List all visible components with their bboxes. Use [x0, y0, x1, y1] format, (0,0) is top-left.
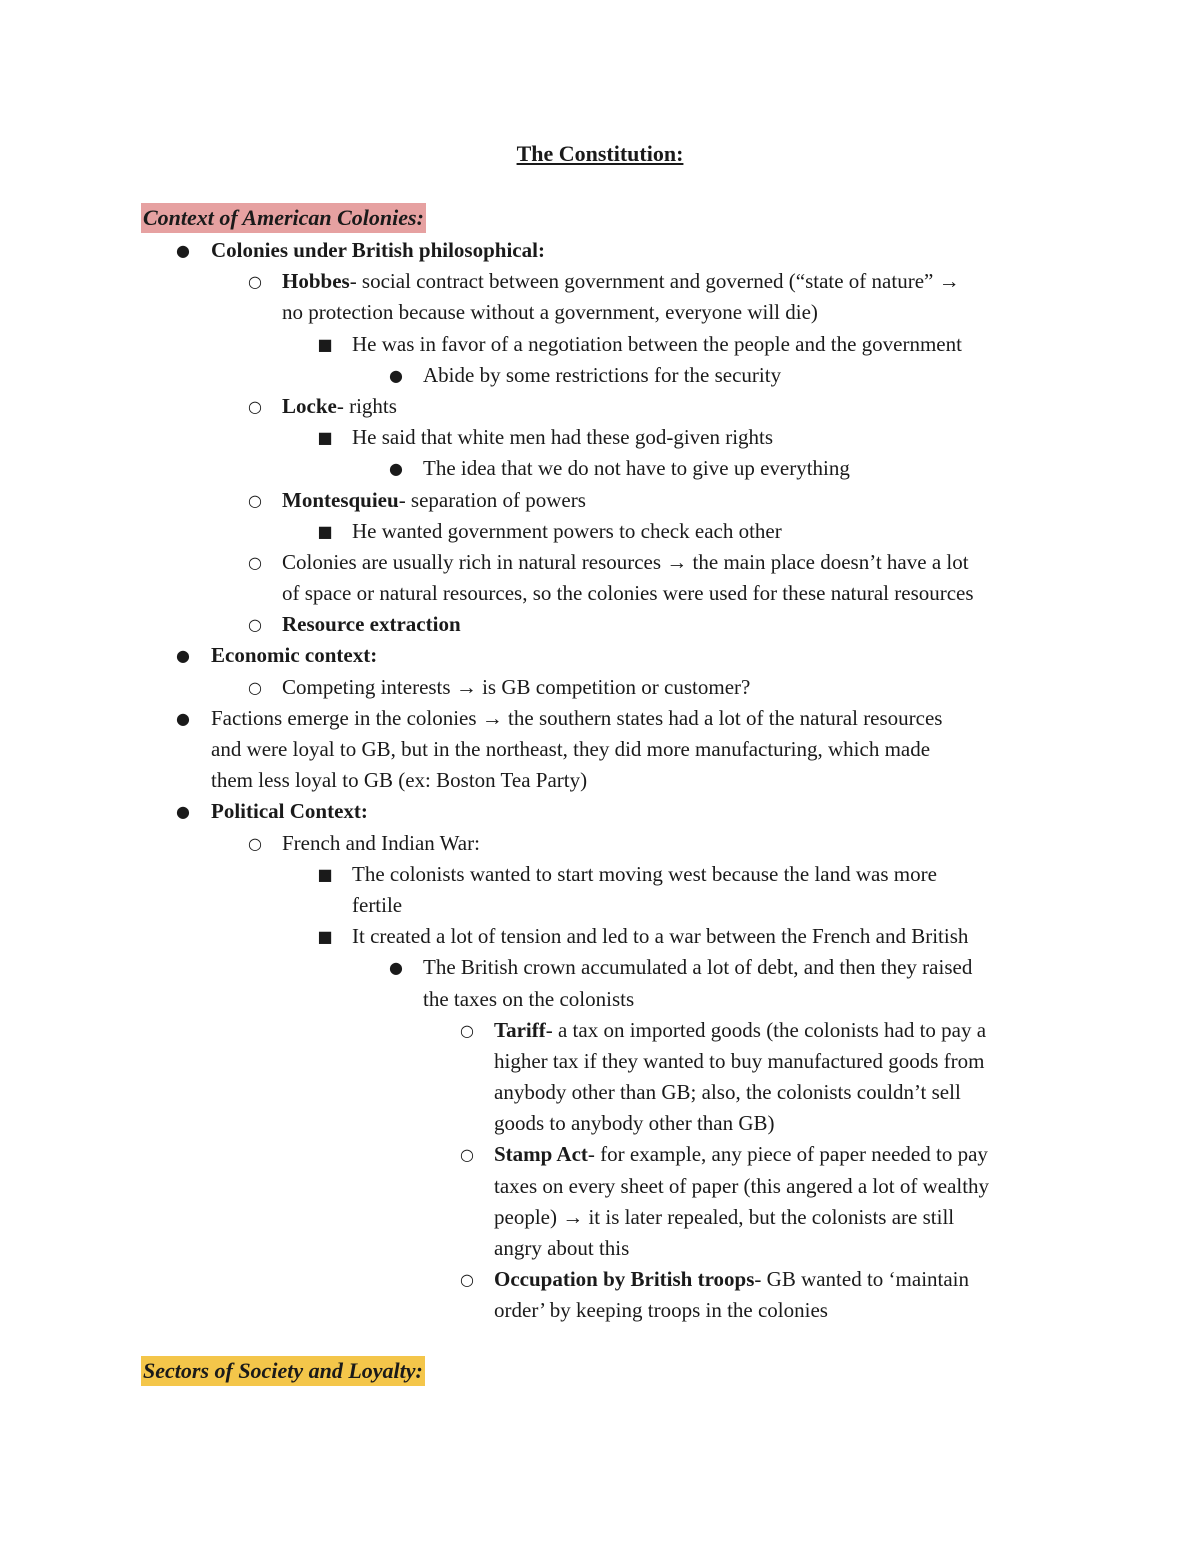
bullet-icon: ■ — [317, 428, 333, 448]
list-item-text — [282, 578, 974, 609]
description-text: - for example, any piece of paper needed to pay — [587, 1142, 988, 1167]
description-text: - GB wanted to ‘maintain — [754, 1267, 970, 1292]
bullet-icon: ● — [176, 646, 190, 666]
list-item-text — [282, 485, 586, 516]
list-item-text — [494, 1202, 954, 1233]
description-text: The British crown accumulated a lot of debt, and then they raised — [423, 955, 973, 980]
list-item — [0, 235, 1200, 266]
bullet-icon: ○ — [248, 833, 262, 853]
list-item — [0, 1202, 1200, 1233]
list-item-text — [352, 890, 402, 921]
list-item-text — [352, 516, 782, 547]
description-text: - separation of powers — [398, 487, 586, 512]
list-item-text — [352, 329, 962, 360]
term-label: Economic context: — [211, 643, 378, 668]
description-text: - social contract between government and governed (“state of nature” → — [349, 269, 960, 294]
bullet-icon: ● — [389, 459, 403, 479]
bullet-icon: ■ — [317, 334, 333, 354]
bullet-icon: ○ — [460, 1145, 474, 1165]
list-item — [0, 297, 1200, 328]
list-item-text — [494, 1233, 629, 1264]
list-item-text — [494, 1139, 988, 1170]
list-item — [0, 516, 1200, 547]
list-item — [0, 1046, 1200, 1077]
description-text: angry about this — [494, 1236, 630, 1260]
list-item — [0, 1015, 1200, 1046]
bullet-icon: ■ — [317, 521, 333, 541]
list-item — [0, 578, 1200, 609]
description-text: - rights — [336, 393, 397, 418]
list-item — [0, 329, 1200, 360]
list-item-text — [494, 1295, 828, 1326]
description-text: He was in favor of a negotiation between the people and the government — [352, 331, 962, 356]
description-text: fertile — [352, 892, 403, 917]
term-label: Occupation by British troops — [494, 1267, 755, 1292]
description-text: order’ by keeping troops in the colonies — [494, 1298, 828, 1323]
list-item-text — [282, 266, 960, 297]
list-item-text — [282, 297, 818, 328]
list-item — [0, 1233, 1200, 1264]
bullet-icon: ■ — [317, 927, 333, 947]
list-item — [0, 952, 1200, 983]
list-item-text — [282, 672, 750, 703]
bullet-icon: ● — [176, 802, 190, 822]
bullet-icon: ○ — [248, 615, 262, 635]
list-item — [0, 890, 1200, 921]
list-item-text — [423, 453, 850, 484]
description-text: Competing interests → is GB competition or customer? — [282, 674, 751, 699]
description-text: anybody other than GB; also, the colonists couldn’t sell — [494, 1080, 961, 1105]
list-item-text — [211, 235, 545, 266]
list-item-text — [282, 391, 397, 422]
bullet-icon: ○ — [248, 552, 262, 572]
bullet-icon: ● — [389, 958, 403, 978]
list-item — [0, 266, 1200, 297]
description-text: Factions emerge in the colonies → the southern states had a lot of the natural resources — [211, 705, 943, 730]
description-text: and were loyal to GB, but in the northeast, they did more manufacturing, which made — [211, 737, 931, 761]
list-item — [0, 921, 1200, 952]
bullet-icon: ○ — [248, 396, 262, 416]
list-item — [0, 1077, 1200, 1108]
list-item — [0, 828, 1200, 859]
list-item-text — [352, 422, 773, 453]
list-item-text — [494, 1015, 986, 1046]
list-item-text — [211, 734, 930, 765]
bullet-icon: ○ — [248, 677, 262, 697]
notes-list — [0, 235, 1200, 1327]
bullet-icon: ● — [176, 708, 190, 728]
list-item-text — [211, 640, 377, 671]
description-text: He wanted government powers to check each other — [352, 518, 782, 543]
description-text: Colonies are usually rich in natural resources → the main place doesn’t have a lot — [282, 549, 969, 574]
bullet-icon: ● — [389, 365, 403, 385]
list-item — [0, 1295, 1200, 1326]
description-text: them less loyal to GB (ex: Boston Tea Party) — [211, 768, 588, 793]
list-item — [0, 859, 1200, 890]
description-text: taxes on every sheet of paper (this angered a lot of wealthy — [494, 1173, 990, 1198]
list-item-text — [494, 1046, 984, 1077]
term-label: Political Context: — [211, 799, 368, 824]
list-item-text — [282, 547, 969, 578]
list-item — [0, 485, 1200, 516]
description-text: The idea that we do not have to give up everything — [423, 456, 850, 481]
description-text: He said that white men had these god-given rights — [352, 425, 774, 450]
term-label: Resource extraction — [282, 612, 461, 637]
description-text: higher tax if they wanted to buy manufactured goods from — [494, 1048, 985, 1073]
list-item — [0, 1139, 1200, 1170]
list-item-text — [494, 1264, 969, 1295]
list-item-text — [494, 1108, 775, 1139]
list-item — [0, 422, 1200, 453]
description-text: French and Indian War: — [282, 830, 480, 855]
list-item — [0, 609, 1200, 640]
list-item-text — [282, 828, 480, 859]
list-item-text — [423, 360, 781, 391]
list-item-text — [352, 921, 968, 952]
section-heading-context: Context of American Colonies: — [141, 203, 426, 233]
list-item-text — [423, 984, 634, 1015]
list-item-text — [494, 1171, 989, 1202]
list-item-text — [211, 796, 368, 827]
bullet-icon: ○ — [460, 1020, 474, 1040]
list-item — [0, 1171, 1200, 1202]
bullet-icon: ● — [176, 241, 190, 260]
list-item-text — [352, 859, 937, 890]
list-item — [0, 672, 1200, 703]
list-item — [0, 1264, 1200, 1295]
bullet-icon: ○ — [460, 1270, 474, 1290]
description-text: Abide by some restrictions for the security — [423, 362, 782, 387]
list-item — [0, 796, 1200, 827]
term-label: Montesquieu — [282, 487, 399, 512]
bullet-icon: ■ — [317, 864, 333, 884]
description-text: The colonists wanted to start moving west because the land was more — [352, 861, 937, 886]
page-title: The Constitution: — [516, 141, 684, 166]
list-item — [0, 703, 1200, 734]
list-item — [0, 765, 1200, 796]
list-item — [0, 984, 1200, 1015]
list-item-text — [211, 765, 587, 796]
list-item — [0, 1108, 1200, 1139]
term-label: Locke — [282, 393, 337, 418]
section-heading-sectors: Sectors of Society and Loyalty: — [141, 1356, 425, 1386]
list-item — [0, 360, 1200, 391]
list-item — [0, 640, 1200, 671]
description-text: people) → it is later repealed, but the colonists are still — [494, 1204, 955, 1229]
list-item — [0, 547, 1200, 578]
bullet-icon: ○ — [248, 490, 262, 510]
description-text: It created a lot of tension and led to a war between the French and British — [352, 924, 969, 949]
description-text: goods to anybody other than GB) — [494, 1111, 775, 1136]
list-item — [0, 453, 1200, 484]
list-item-text — [211, 703, 942, 734]
list-item-text — [282, 609, 461, 640]
bullet-icon: ○ — [248, 272, 262, 292]
description-text: the taxes on the colonists — [423, 986, 635, 1011]
list-item-text — [494, 1077, 961, 1108]
description-text: - a tax on imported goods (the colonists had to pay a — [545, 1017, 987, 1042]
list-item — [0, 734, 1200, 765]
list-item-text — [423, 952, 972, 983]
description-text: of space or natural resources, so the colonies were used for these natural resources — [282, 581, 974, 606]
description-text: no protection because without a government, everyone will die) — [282, 300, 818, 325]
term-label: Colonies under British philosophical: — [211, 238, 545, 262]
term-label: Tariff — [494, 1017, 546, 1042]
term-label: Hobbes — [282, 269, 350, 294]
list-item — [0, 391, 1200, 422]
term-label: Stamp Act — [494, 1142, 588, 1167]
